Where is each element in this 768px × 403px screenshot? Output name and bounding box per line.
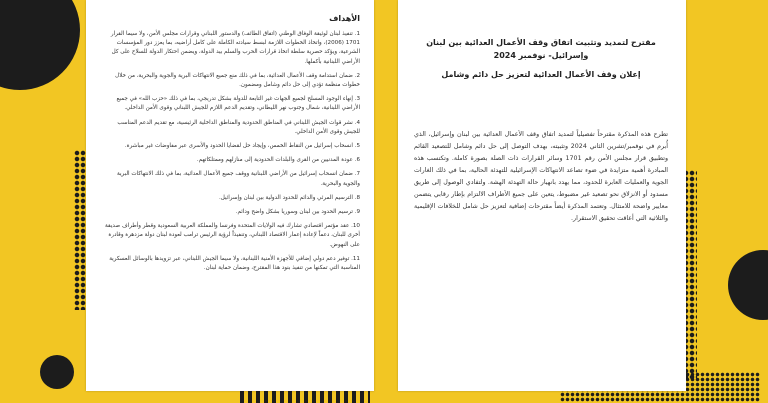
objective-item: 6. عودة المدنيين من القرى والبلدات الحدودية إلى منازلهم وممتلكاتهم. [196,157,360,164]
objective-item: 8. الترسيم المرئي والدائم للحدود الدولية بين لبنان وإسرائيل. [218,194,360,201]
intro-paragraph: تطرح هذه المذكرة مقترحاً تفصيلياً لتمديد اتفاق وقف الأعمال العدائية بين لبنان وإسرائيل، الذي أُبرم في نوفمبر/تشرين الثاني 2024 وتثبيته، بهدف التوصل إلى حل دائم وشامل للتصعيد القائم وتطبيق قرار مجلس الأمن رقم 1701 وسائر القرارات ذات الصلة بصورة كاملة. وتكتسب هذه المبادرة أهمية متزايدة في ضوء تصاعد الانتهاكات الإسرائيلية للتهدئة الحالية، بما في ذلك الغارات الجوية والعمليات العابرة للحدود، مما يهدد بانهيار حالة التهدئة الهشة. ولتفادي الوصول إلى طريق مسدود أو الانزلاق نحو تصعيد غير مضبوط، يتعين على جميع الأطراف الالتزام بإطار رقابي يتضمن معايير واضحة للامتثال. وتعتمد المذكرة أيضاً مقترحات إضافية لتعزيز حل شامل للخلافات الإقليمية والثلاثية التي أعاقت تحقيق الاستقرار. [414,131,669,222]
decorative-dark-blob [0,0,80,90]
document-subtitle: إعلان وقف الأعمال العدائية لتعزيز حل دائم وشامل [441,70,641,79]
objective-item: 2. ضمان استدامة وقف الأعمال العدائية، بما في ذلك منع جميع الانتهاكات البرية والجوية والبحرية، من خلال خطوات منظمة تؤدي إلى حل دائم وشامل ومضمون. [115,72,360,89]
decorative-stripes [240,390,370,403]
objective-item: 10. عقد مؤتمر اقتصادي تشارك فيه الولايات المتحدة وفرنسا والمملكة العربية السعودية وقطر وأطراف صديقة أخرى للبنان، دعماً لإعادة إعمار الاقتصاد اللبناني، وتنفيذاً لرؤية الرئيس ترامب لعودة لبنان دولة مزدهرة وقادرة على النهوض. [105,223,360,248]
objective-item: 11. توفير دعم دولي إضافي للأجهزة الأمنية اللبنانية، ولا سيما الجيش اللبناني، عبر تزويدها بالوسائل العسكرية المناسبة التي تمكنها من تنفيذ بنود هذا المقترح، وضمان حماية لبنان. [109,255,360,272]
objective-item: 9. ترسيم الحدود بين لبنان وسوريا بشكل واضح ودائم. [235,209,360,216]
objective-item: 4. نشر قوات الجيش اللبناني في المناطق الحدودية والمناطق الداخلية الرئيسية، مع تقديم الدعم المناسب للجيش وقوى الأمن الداخلي. [117,119,360,135]
document-page-objectives [86,0,374,391]
decorative-circle [40,355,74,389]
objective-item: 3. إنهاء الوجود المسلح لجميع الجهات غير التابعة للدولة بشكل تدريجي، بما في ذلك «حزب الله» في جميع الأراضي اللبنانية، شمال وجنوب نهر الليطاني، وتقديم الدعم اللازم للجيش اللبناني وقوى الأمن الداخلي. [116,96,360,112]
document-page-proposal [398,0,686,391]
objective-item: 1. تنفيذ لبنان لوثيقة الوفاق الوطني (اتفاق الطائف) والدستور اللبناني وقرارات مجلس الأمن، ولا سيما القرار 1701 (2006)، واتخاذ الخطوات اللازمة لبسط سيادته الكاملة على كامل أراضيه، بما يعزز دور المؤسسات الشرعية، ويؤكد حصرية سلطة اتخاذ قرارات الحرب والسلم بيد الدولة، ويضمن احتكار الدولة للسلاح على كل الأراضي اللبنانية بأكملها. [110,31,360,65]
decorative-dark-blob [728,250,768,320]
document-title: مقترح لتمديد وتثبيت اتفاق وقف الأعمال العدائية بين لبنان وإسرائيل- نوفمبر 2024 [426,38,656,60]
objective-item: 7. ضمان انسحاب إسرائيل من الأراضي اللبنانية ووقف جميع الأعمال العدائية، بما في ذلك الانتهاكات البرية والجوية والبحرية. [117,171,360,187]
objective-item: 5. انسحاب إسرائيل من النقاط الخمس، وإيجاد حل لقضايا الحدود والأسرى عبر مفاوضات غير مباشرة. [124,143,360,150]
objectives-heading: الأهداف [329,14,360,23]
